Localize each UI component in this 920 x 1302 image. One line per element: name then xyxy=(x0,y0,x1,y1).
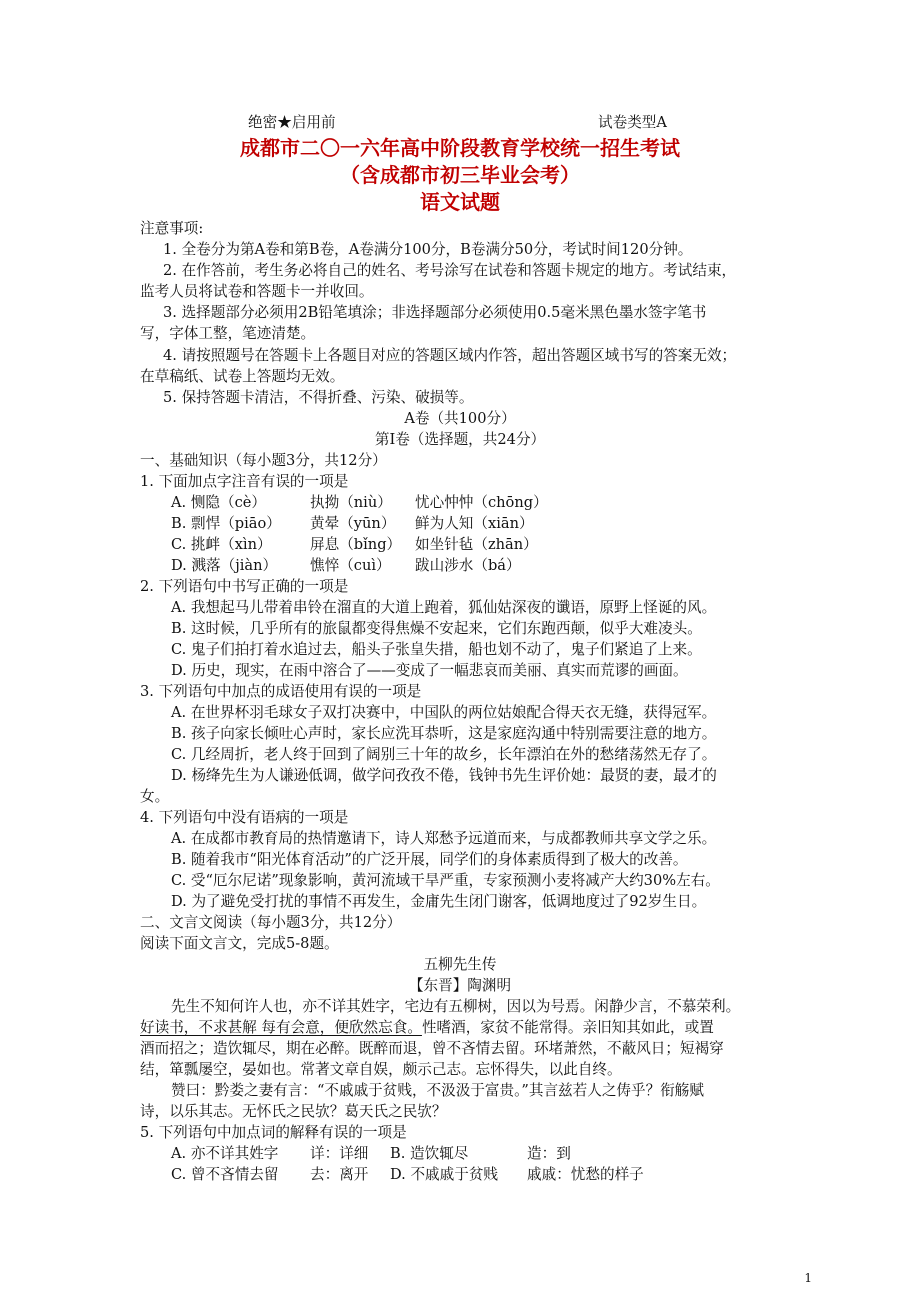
notice-item-2: 2. 在作答前，考生务必将自己的姓名、考号涂写在试卷和答题卡规定的地方。考试结束， xyxy=(163,262,737,279)
q2-option-b: B. 这时候，几乎所有的旅鼠都变得焦燥不安起来，它们东跑西颠，似乎大难凌头。 xyxy=(171,620,702,637)
passage-line-4: 结，箪瓢屡空，晏如也。常著文章自娱，颇示己志。忘怀得失，以此自终。 xyxy=(140,1061,622,1078)
underlined-sentence: 好读书，不求甚解 每有会意，便欣然忘食。 xyxy=(140,1019,422,1036)
q5-option-d: D. 不戚戚于贫贱 xyxy=(390,1166,499,1183)
notice-item-5: 5. 保持答题卡清洁，不得折叠、污染、破损等。 xyxy=(163,389,474,406)
section-2-intro: 阅读下面文言文，完成5-8题。 xyxy=(140,935,339,952)
passage-line-2-rest: 性嗜酒，家贫不能常得。亲旧知其如此，或置 xyxy=(421,1019,714,1036)
q1-option-c-2: 屏息（bǐng） xyxy=(310,536,402,553)
notice-item-2-cont: 监考人员将试卷和答题卡一并收回。 xyxy=(140,283,374,300)
q1-option-b-1: B. 剽悍（piāo） xyxy=(171,515,281,532)
passage-line-2 xyxy=(140,1018,714,1038)
section-classical-reading: 二、文言文阅读（每小题3分，共12分） xyxy=(140,914,402,931)
section-basic-knowledge: 一、基础知识（每小题3分，共12分） xyxy=(140,452,387,469)
notice-item-1: 1. 全卷分为第A卷和第B卷，A卷满分100分，B卷满分50分，考试时间120分钟。 xyxy=(163,241,693,258)
exam-subject: 语文试题 xyxy=(420,190,500,214)
exam-title: 成都市二〇一六年高中阶段教育学校统一招生考试 xyxy=(240,136,680,160)
page-number: 1 xyxy=(804,1271,812,1285)
notice-item-4-cont: 在草稿纸、试卷上答题均无效。 xyxy=(140,368,345,385)
q4-option-d: D. 为了避免受打扰的事情不再发生，金庸先生闭门谢客，低调地度过了92岁生日。 xyxy=(171,893,707,910)
question-5-stem: 5. 下列语句中加点词的解释有误的一项是 xyxy=(140,1124,407,1141)
q1-option-b-3: 鲜为人知（xiān） xyxy=(415,515,534,532)
q1-option-d-3: 跋山涉水（bá） xyxy=(415,557,521,574)
exam-subtitle: （含成都市初三毕业会考） xyxy=(340,163,580,187)
notice-item-3: 3. 选择题部分必须用2B铅笔填涂；非选择题部分必须使用0.5毫米黑色墨水签字笔书 xyxy=(163,304,707,321)
q5-option-c-gloss: 去：离开 xyxy=(310,1166,369,1183)
q1-option-b-2: 黄晕（yūn） xyxy=(310,515,396,532)
q2-option-a: A. 我想起马儿带着串铃在溜直的大道上跑着，狐仙姑深夜的谶语，原野上怪诞的风。 xyxy=(171,599,717,616)
question-2-stem: 2. 下列语句中书写正确的一项是 xyxy=(140,578,349,595)
q1-option-a-3: 忧心忡忡（chōng） xyxy=(415,494,548,511)
q5-option-d-gloss: 戚戚：忧愁的样子 xyxy=(527,1166,644,1183)
passage-line-3: 酒而招之；造饮辄尽，期在必醉。既醉而退，曾不吝情去留。环堵萧然，不蔽风日；短褐穿 xyxy=(140,1040,724,1057)
passage-title: 五柳先生传 xyxy=(423,956,497,973)
q5-option-b-gloss: 造：到 xyxy=(527,1145,571,1162)
q5-option-c: C. 曾不吝情去留 xyxy=(171,1166,279,1183)
passage-line-5: 赞曰：黔娄之妻有言：“不戚戚于贫贱，不汲汲于富贵。”其言兹若人之俦乎？衔觞赋 xyxy=(171,1082,704,1099)
q1-option-a-1: A. 恻隐（cè） xyxy=(171,494,267,511)
passage-line-1: 先生不知何许人也，亦不详其姓字，宅边有五柳树，因以为号焉。闲静少言，不慕荣利。 xyxy=(171,998,741,1015)
confidential-label: 绝密★启用前 xyxy=(248,114,336,131)
notice-item-4: 4. 请按照题号在答题卡上各题目对应的答题区域内作答，超出答题区域书写的答案无效； xyxy=(163,347,737,364)
question-3-stem: 3. 下列语句中加点的成语使用有误的一项是 xyxy=(140,683,422,700)
q2-option-c: C. 鬼子们拍打着水追过去，船头子张皇失措，船也划不动了，鬼子们紧追了上来。 xyxy=(171,641,702,658)
passage-author: 【东晋】陶渊明 xyxy=(408,977,512,994)
q1-option-c-1: C. 挑衅（xìn） xyxy=(171,536,272,553)
question-1-stem: 1. 下面加点字注音有误的一项是 xyxy=(140,473,349,490)
q1-option-a-2: 执拗（niù） xyxy=(310,494,392,511)
q5-option-a: A. 亦不详其姓字 xyxy=(171,1145,279,1162)
q4-option-a: A. 在成都市教育局的热情邀请下，诗人郑愁予远道而来，与成都教师共享文学之乐。 xyxy=(171,830,717,847)
q3-option-d-cont: 女。 xyxy=(140,788,170,805)
q2-option-d: D. 历史，现实，在雨中溶合了——变成了一幅悲哀而美丽、真实而荒谬的画面。 xyxy=(171,662,688,679)
q4-option-b: B. 随着我市“阳光体育活动”的广泛开展，同学们的身体素质得到了极大的改善。 xyxy=(171,851,688,868)
section-a-heading: A卷（共100分） xyxy=(404,410,516,427)
notice-item-3-cont: 写，字体工整，笔迹清楚。 xyxy=(140,325,316,342)
q3-option-a: A. 在世界杯羽毛球女子双打决赛中，中国队的两位姑娘配合得天衣无缝，获得冠军。 xyxy=(171,704,717,721)
part-1-heading: 第Ⅰ卷（选择题，共24分） xyxy=(374,431,546,448)
q3-option-b: B. 孩子向家长倾吐心声时，家长应洗耳恭听，这是家庭沟通中特别需要注意的地方。 xyxy=(171,725,717,742)
question-4-stem: 4. 下列语句中没有语病的一项是 xyxy=(140,809,349,826)
passage-line-6: 诗，以乐其志。无怀氏之民欤？葛天氏之民欤？ xyxy=(140,1103,447,1120)
q1-option-d-2: 憔悴（cuì） xyxy=(310,557,391,574)
q5-option-a-gloss: 详：详细 xyxy=(310,1145,369,1162)
paper-type-label: 试卷类型A xyxy=(598,114,667,131)
q1-option-c-3: 如坐针毡（zhān） xyxy=(415,536,538,553)
q3-option-c: C. 几经周折，老人终于回到了阔别三十年的故乡，长年漂泊在外的愁绪荡然无存了。 xyxy=(171,746,717,763)
q4-option-c: C. 受“厄尔尼诺”现象影响，黄河流域干旱严重，专家预测小麦将减产大约30%左右。 xyxy=(171,872,720,889)
q3-option-d: D. 杨绛先生为人谦逊低调，做学问孜孜不倦，钱钟书先生评价她：最贤的妻，最才的 xyxy=(171,767,717,784)
notice-heading: 注意事项: xyxy=(140,220,204,237)
q5-option-b: B. 造饮辄尽 xyxy=(390,1145,469,1162)
q1-option-d-1: D. 溅落（jiàn） xyxy=(171,557,278,574)
